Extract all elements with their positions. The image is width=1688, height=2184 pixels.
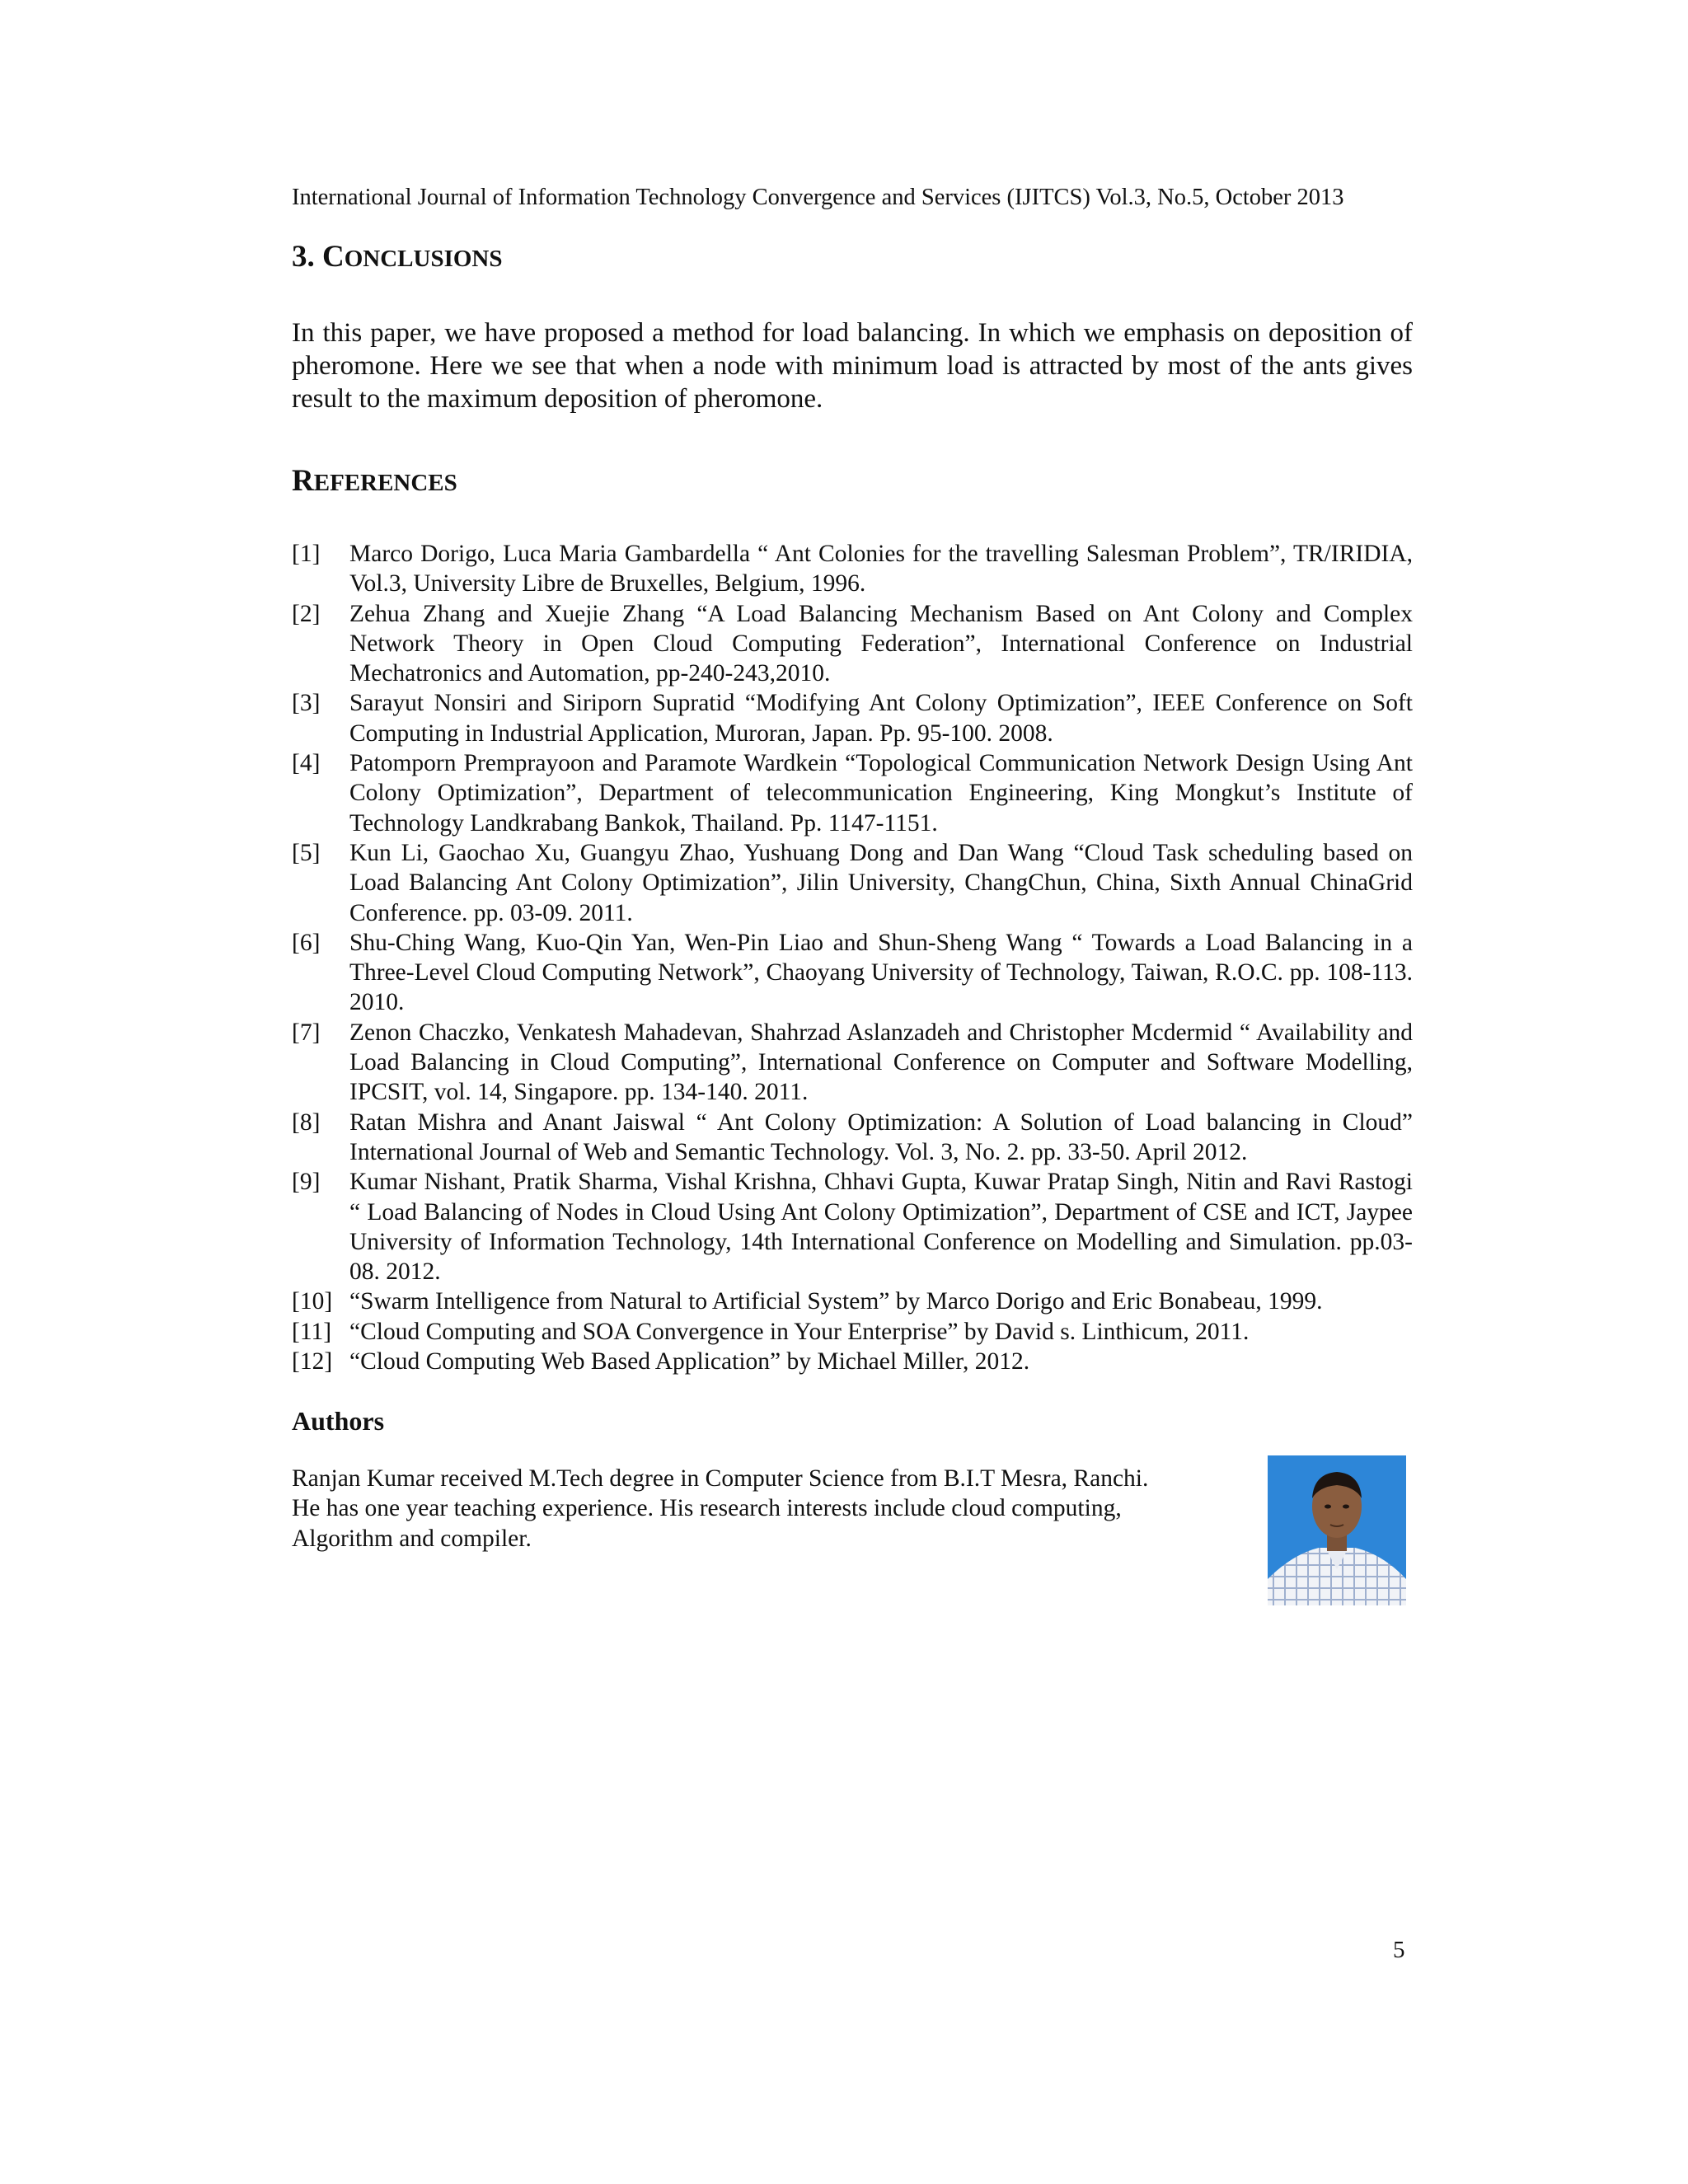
conclusions-heading: [292, 239, 503, 277]
reference-number: [6]: [292, 929, 321, 956]
reference-text: Zenon Chaczko, Venkatesh Mahadevan, Shahrzad Aslanzadeh and Christopher Mcdermid “ Availability and Load Balancing in Cloud Computing”, International Conference on Computer and Software Modelling, IPCSIT, vol. 14, Singapore. pp. 134-140. 2011.: [349, 1019, 1413, 1106]
reference-number: [4]: [292, 750, 321, 777]
reference-item: [292, 1108, 1413, 1168]
reference-item: [292, 1286, 1413, 1316]
reference-number: [10]: [292, 1288, 333, 1315]
reference-number: [1]: [292, 541, 321, 567]
reference-item: [292, 1347, 1413, 1376]
reference-text: “Cloud Computing Web Based Application” by Michael Miller, 2012.: [349, 1348, 1030, 1376]
reference-text: Sarayut Nonsiri and Siriporn Supratid “Modifying Ant Colony Optimization”, IEEE Conference on Soft Computing in Industrial Application, Muroran, Japan. Pp. 95-100. 2008.: [349, 690, 1413, 747]
page-number: 5: [1393, 1937, 1405, 1963]
heading-initial: R: [292, 464, 314, 498]
author-bio-line: He has one year teaching experience. His research interests include cloud computing,: [292, 1495, 1122, 1522]
reference-number: [5]: [292, 839, 321, 866]
reference-text: Ratan Mishra and Anant Jaiswal “ Ant Colony Optimization: A Solution of Load balancing in Cloud” International Journal of Web and Semantic Technology. Vol. 3, No. 2. pp. 33-50. April 2012.: [349, 1108, 1413, 1165]
author-bio: [292, 1464, 1231, 1554]
heading-rest: ONCLUSIONS: [344, 246, 503, 272]
references-heading: [292, 463, 457, 501]
reference-item: [292, 748, 1413, 838]
running-header: International Journal of Information Technology Convergence and Services (IJITCS) Vol.3, No.5, October 2013: [292, 185, 1344, 210]
reference-text: Patomporn Premprayoon and Paramote Wardkein “Topological Communication Network Design Using Ant Colony Optimization”, Department of telecommunication Engineering, King Mongkut’s Institute of Technology Landkrabang Bankok, Thailand. Pp. 1147-1151.: [349, 750, 1413, 837]
authors-heading: Authors: [292, 1406, 385, 1436]
reference-item: [292, 539, 1413, 599]
reference-text: “Swarm Intelligence from Natural to Artificial System” by Marco Dorigo and Eric Bonabeau, 1999.: [349, 1288, 1323, 1315]
author-bio-line: Ranjan Kumar received M.Tech degree in Computer Science from B.I.T Mesra, Ranchi.: [292, 1465, 1149, 1492]
reference-number: [3]: [292, 690, 321, 717]
reference-text: Kun Li, Gaochao Xu, Guangyu Zhao, Yushuang Dong and Dan Wang “Cloud Task scheduling based on Load Balancing Ant Colony Optimization”, Jilin University, ChangChun, China, Sixth Annual ChinaGrid Conference. pp. 03-09. 2011.: [349, 839, 1413, 926]
author-photo: [1268, 1455, 1406, 1605]
reference-text: Zehua Zhang and Xuejie Zhang “A Load Balancing Mechanism Based on Ant Colony and Complex Network Theory in Open Cloud Computing Federation”, International Conference on Industrial Mechatronics and Automation, pp-240-243,2010.: [349, 600, 1413, 687]
reference-number: [2]: [292, 600, 321, 627]
reference-item: [292, 838, 1413, 928]
reference-number: [8]: [292, 1108, 321, 1136]
reference-text: Kumar Nishant, Pratik Sharma, Vishal Krishna, Chhavi Gupta, Kuwar Pratap Singh, Nitin and Ravi Rastogi “ Load Balancing of Nodes in Cloud Using Ant Colony Optimization”, Department of CSE and ICT, Jaypee University of Information Technology, 14th International Conference on Modelling and Simulation. pp.03-08. 2012.: [349, 1169, 1413, 1286]
section-number: 3.: [292, 240, 315, 274]
reference-item: [292, 928, 1413, 1018]
reference-text: “Cloud Computing and SOA Convergence in Your Enterprise” by David s. Linthicum, 2011.: [349, 1318, 1250, 1345]
reference-item: [292, 1167, 1413, 1286]
reference-item: [292, 688, 1413, 748]
reference-list: [292, 539, 1413, 1376]
heading-initial: C: [322, 240, 345, 274]
reference-number: [11]: [292, 1318, 332, 1345]
heading-rest: EFERENCES: [313, 470, 457, 496]
reference-number: [7]: [292, 1019, 321, 1046]
reference-text: Shu-Ching Wang, Kuo-Qin Yan, Wen-Pin Liao and Shun-Sheng Wang “ Towards a Load Balancing in a Three-Level Cloud Computing Network”, Chaoyang University of Technology, Taiwan, R.O.C. pp. 108-113. 2010.: [349, 929, 1413, 1016]
reference-item: [292, 1018, 1413, 1108]
author-bio-line: Algorithm and compiler.: [292, 1525, 532, 1552]
reference-number: [9]: [292, 1169, 321, 1196]
reference-text: Marco Dorigo, Luca Maria Gambardella “ Ant Colonies for the travelling Salesman Problem”, TR/IRIDIA, Vol.3, University Libre de Bruxelles, Belgium, 1996.: [349, 541, 1413, 598]
reference-item: [292, 1317, 1413, 1347]
conclusions-paragraph: In this paper, we have proposed a method for load balancing. In which we emphasis on deposition of pheromone. Here we see that when a node with minimum load is attracted by most of the ants gives result to the maximum deposition of pheromone.: [292, 318, 1413, 414]
reference-number: [12]: [292, 1348, 333, 1376]
reference-item: [292, 599, 1413, 689]
